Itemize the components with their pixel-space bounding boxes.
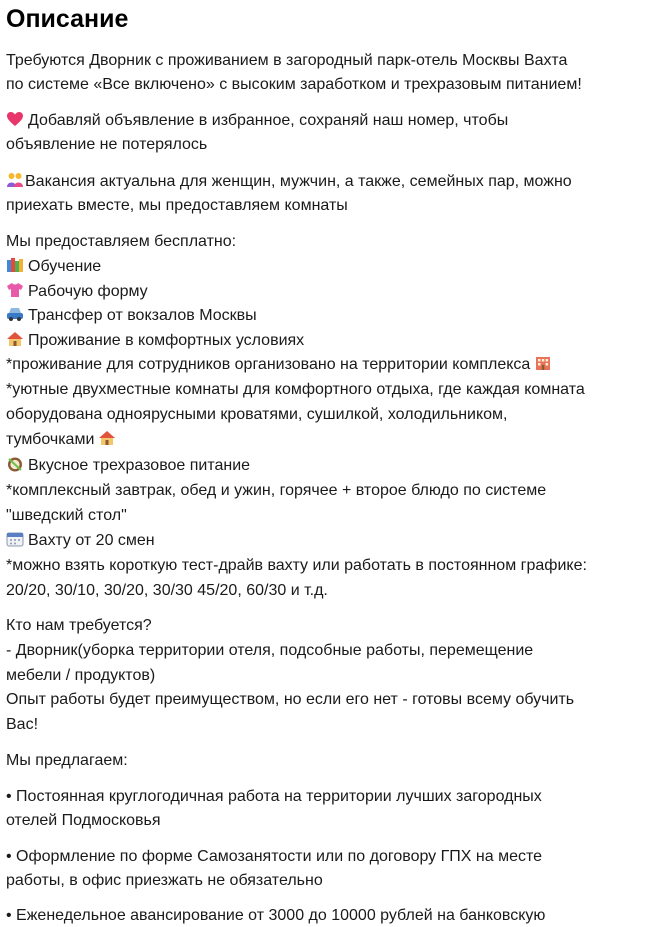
offer-bullet-3-line-1: • Еженедельное авансирование от 3000 до 10000 рублей на банковскую [6,907,546,924]
free-transfer-label: Трансфер от вокзалов Москвы [28,307,257,324]
vacancy-text-1: Вакансия актуальна для женщин, мужчин, а также, семейных пар, можно [25,173,572,190]
free-shifts-label: Вахту от 20 смен [28,532,155,549]
section-title: Описание [6,5,129,33]
offer-bullet-2-line-1: • Оформление по форме Самозанятости или по договору ГПХ на месте [6,848,543,865]
offer-heading: Мы предлагаем: [6,752,128,769]
housing-note [6,355,552,375]
who-line-3: Опыт работы будет преимуществом, но если его нет - готовы всему обучить [6,691,575,708]
free-training-label: Обучение [28,258,102,275]
intro-line-2: по системе «Все включено» с высоким заработком и трехразовым питанием! [6,76,582,93]
free-food-label: Вкусное трехразовое питание [28,457,251,474]
calendar-icon [6,531,24,547]
rooms-line-3 [6,430,116,450]
shifts-line-1: *можно взять короткую тест-драйв вахту или работать в постоянном графике: [6,557,587,574]
family-icon [6,172,24,188]
house-icon [98,430,116,446]
favorite-line-2: объявление не потерялось [6,136,208,153]
offer-bullet-2-line-2: работы, в офис приезжать не обязательно [6,872,323,889]
vacancy-line-2: приехать вместе, мы предоставляем комнаты [6,197,348,214]
who-line-2: мебели / продуктов) [6,667,156,684]
who-heading: Кто нам требуется? [6,617,152,634]
who-line-1: - Дворник(уборка территории отеля, подсобные работы, перемещение [6,642,534,659]
food-line-1: *комплексный завтрак, обед и ужин, горячее + второе блюдо по системе [6,482,547,499]
food-line-2: "шведский стол" [6,507,127,524]
free-item-food [6,456,250,476]
car-icon [6,306,24,322]
rooms-line-2: оборудована одноярусными кроватями, сушилкой, холодильником, [6,406,508,423]
house-icon [6,331,24,347]
free-uniform-label: Рабочую форму [28,283,148,300]
offer-bullet-1-line-1: • Постоянная круглогодичная работа на территории лучших загородных [6,788,542,805]
free-housing-label: Проживание в комфортных условиях [28,332,305,349]
favorite-line-1 [6,111,508,131]
coconut-icon [6,456,24,472]
books-icon [6,257,24,273]
vacancy-line-1 [6,172,572,192]
free-item-housing [6,331,304,351]
free-item-shifts [6,531,155,551]
free-item-uniform [6,282,148,302]
shifts-line-2: 20/20, 30/10, 30/20, 30/30 45/20, 60/30 и т.д. [6,582,328,599]
free-item-transfer [6,306,257,326]
rooms-line-1: *уютные двухместные комнаты для комфортного отдыха, где каждая комната [6,381,585,398]
tshirt-icon [6,282,24,298]
offer-bullet-1-line-2: отелей Подмосковья [6,812,161,829]
hotel-icon [534,355,552,371]
free-item-training [6,257,101,277]
who-line-4: Вас! [6,716,39,733]
favorite-text-1: Добавляй объявление в избранное, сохраняй наш номер, чтобы [28,112,509,129]
free-heading: Мы предоставляем бесплатно: [6,233,237,250]
housing-note-text: *проживание для сотрудников организовано на территории комплекса [6,356,531,373]
intro-line-1: Требуются Дворник с проживанием в загородный парк-отель Москвы Вахта [6,52,568,69]
rooms-text-3: тумбочками [6,431,95,448]
heart-icon [6,111,24,127]
